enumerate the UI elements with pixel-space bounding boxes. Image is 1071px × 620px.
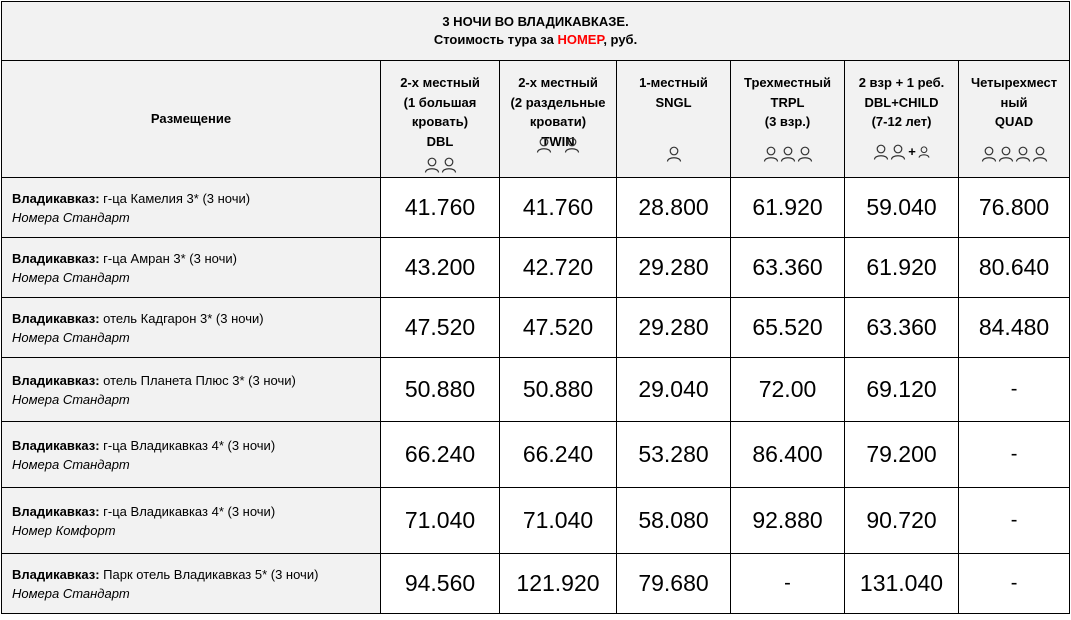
price-table xyxy=(1,1,1070,614)
price-dbl-child: 131.040 xyxy=(845,554,959,614)
hotel-cell: Владикавказ: г-ца Владикавказ 4* (3 ночи) Номер Комфорт xyxy=(2,488,381,554)
price-quad: 80.640 xyxy=(959,238,1070,298)
price-twin: 121.920 xyxy=(500,554,617,614)
four-persons-icon xyxy=(959,140,1069,162)
price-twin: 71.040 xyxy=(500,488,617,554)
hotel-cell: Владикавказ: г-ца Владикавказ 4* (3 ночи) Номера Стандарт xyxy=(2,422,381,488)
price-trpl: 61.920 xyxy=(731,178,845,238)
title-line-1: 3 НОЧИ ВО ВЛАДИКАВКАЗЕ. xyxy=(442,14,629,29)
price-dbl: 66.240 xyxy=(381,422,500,488)
table-row xyxy=(2,422,1070,488)
price-sngl: 29.040 xyxy=(617,358,731,422)
price-dbl-child: 69.120 xyxy=(845,358,959,422)
price-dbl: 71.040 xyxy=(381,488,500,554)
header-row xyxy=(2,61,1070,178)
table-row xyxy=(2,178,1070,238)
price-dbl: 43.200 xyxy=(381,238,500,298)
table-row xyxy=(2,358,1070,422)
price-trpl: 63.360 xyxy=(731,238,845,298)
price-sngl: 58.080 xyxy=(617,488,731,554)
price-twin: 41.760 xyxy=(500,178,617,238)
price-sngl: 28.800 xyxy=(617,178,731,238)
price-trpl: 72.00 xyxy=(731,358,845,422)
hotel-cell: Владикавказ: г-ца Камелия 3* (3 ночи) Номера Стандарт xyxy=(2,178,381,238)
price-twin: 42.720 xyxy=(500,238,617,298)
price-trpl: 92.880 xyxy=(731,488,845,554)
header-twin: 2-х местный (2 раздельные кровати) TWIN xyxy=(500,61,617,178)
price-sngl: 29.280 xyxy=(617,238,731,298)
price-dbl-child: 79.200 xyxy=(845,422,959,488)
hotel-cell: Владикавказ: отель Планета Плюс 3* (3 ночи) Номера Стандарт xyxy=(2,358,381,422)
price-dbl: 94.560 xyxy=(381,554,500,614)
price-sngl: 29.280 xyxy=(617,298,731,358)
price-quad: 76.800 xyxy=(959,178,1070,238)
price-dbl-child: 61.920 xyxy=(845,238,959,298)
three-persons-icon xyxy=(731,140,844,162)
plus-icon: + xyxy=(908,144,916,159)
title-row xyxy=(2,2,1070,61)
table-row xyxy=(2,554,1070,614)
header-trpl: Трехместный TRPL (3 взр.) xyxy=(731,61,845,178)
price-dbl-child: 63.360 xyxy=(845,298,959,358)
price-dbl: 47.520 xyxy=(381,298,500,358)
price-trpl: - xyxy=(731,554,845,614)
price-dbl: 41.760 xyxy=(381,178,500,238)
price-twin: 47.520 xyxy=(500,298,617,358)
price-twin: 66.240 xyxy=(500,422,617,488)
price-quad: - xyxy=(959,358,1070,422)
header-dbl: 2-х местный (1 большая кровать) DBL xyxy=(381,61,500,178)
table-title xyxy=(2,2,1070,61)
hotel-cell: Владикавказ: г-ца Амран 3* (3 ночи) Номера Стандарт xyxy=(2,238,381,298)
title-highlight: НОМЕР xyxy=(557,32,604,47)
header-quad: Четырехмест ный QUAD xyxy=(959,61,1070,178)
price-twin: 50.880 xyxy=(500,358,617,422)
two-persons-icon xyxy=(381,151,499,173)
hotel-cell: Владикавказ: отель Кадгарон 3* (3 ночи) Номера Стандарт xyxy=(2,298,381,358)
two-adults-plus-child-icon xyxy=(845,144,958,160)
price-dbl-child: 59.040 xyxy=(845,178,959,238)
table-row xyxy=(2,238,1070,298)
header-dbl-child: 2 взр + 1 реб. DBL+CHILD (7-12 лет) + xyxy=(845,61,959,178)
price-sngl: 79.680 xyxy=(617,554,731,614)
price-quad: 84.480 xyxy=(959,298,1070,358)
price-dbl: 50.880 xyxy=(381,358,500,422)
price-dbl-child: 90.720 xyxy=(845,488,959,554)
price-quad: - xyxy=(959,422,1070,488)
hotel-cell: Владикавказ: Парк отель Владикавказ 5* (3 ночи) Номера Стандарт xyxy=(2,554,381,614)
price-quad: - xyxy=(959,554,1070,614)
price-quad: - xyxy=(959,488,1070,554)
title-line-2: Стоимость тура за НОМЕР, руб. xyxy=(433,32,638,47)
one-person-icon xyxy=(617,140,730,162)
table-row xyxy=(2,298,1070,358)
price-trpl: 86.400 xyxy=(731,422,845,488)
price-trpl: 65.520 xyxy=(731,298,845,358)
table-row xyxy=(2,488,1070,554)
price-sngl: 53.280 xyxy=(617,422,731,488)
header-sngl: 1-местный SNGL xyxy=(617,61,731,178)
header-placement: Размещение xyxy=(2,61,381,178)
